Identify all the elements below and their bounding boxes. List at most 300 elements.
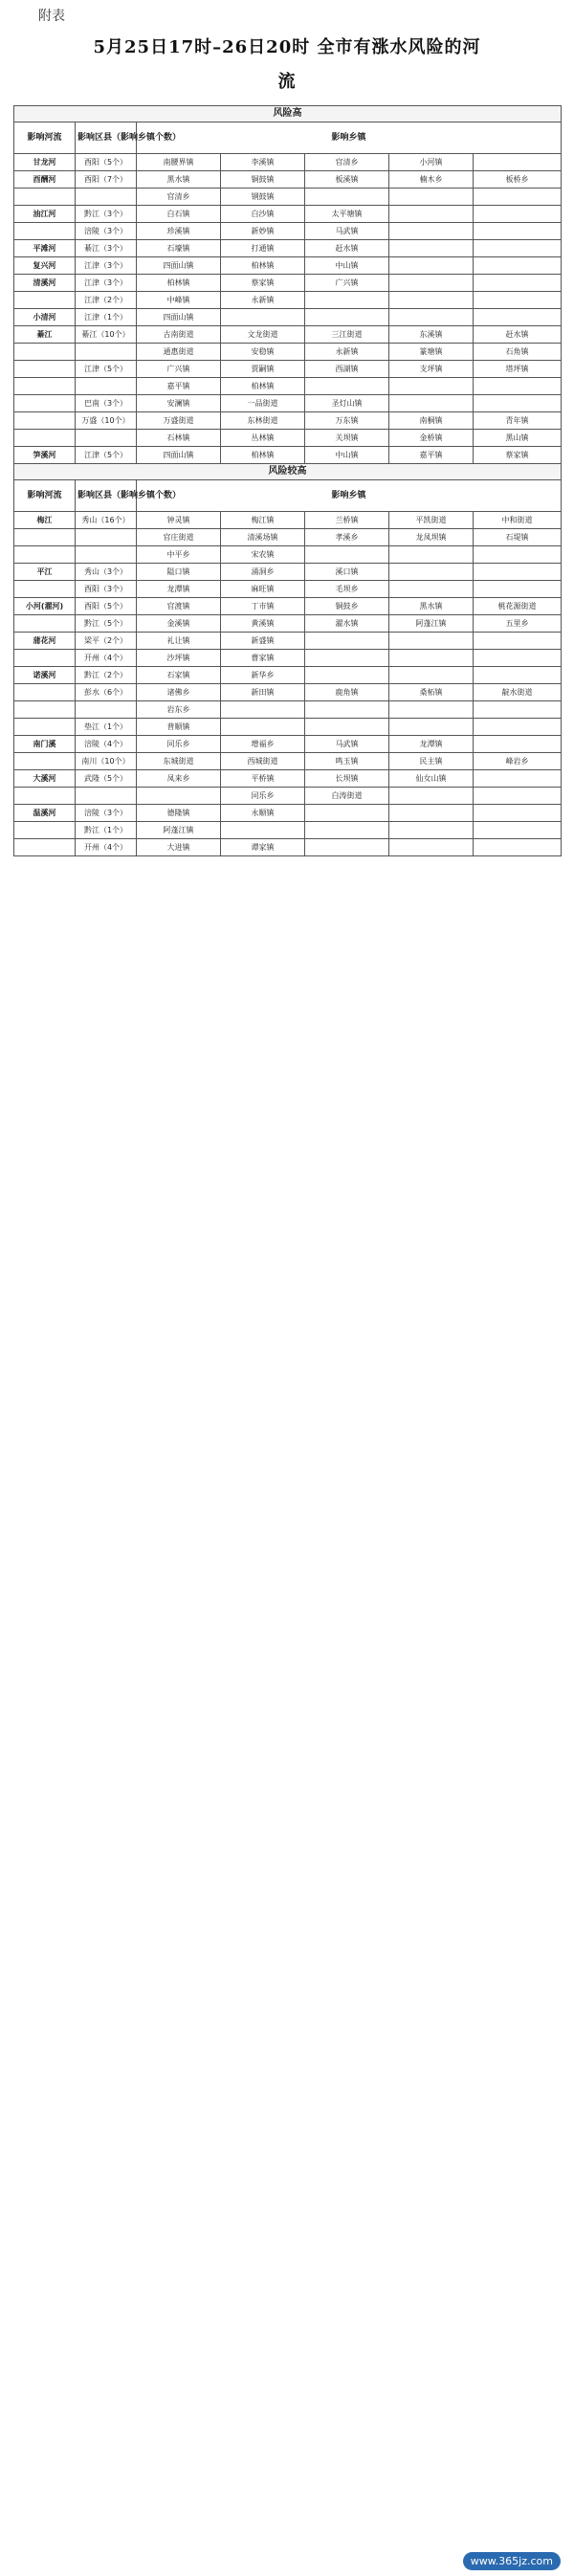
town-cell: 三江街道 [305,326,389,344]
town-cell [389,667,474,684]
town-cell [389,292,474,309]
town-cell [305,189,389,206]
county-cell [76,701,137,719]
town-cell: 金溪镇 [137,615,221,633]
county-cell: 黔江（1个） [76,822,137,839]
town-cell [474,223,562,240]
town-cell: 丛林镇 [221,430,305,447]
town-cell: 通惠街道 [137,344,221,361]
town-cell: 铜鼓乡 [305,598,389,615]
county-cell: 巴南（3个） [76,395,137,412]
town-cell [389,564,474,581]
town-cell [389,805,474,822]
county-cell [76,430,137,447]
town-cell: 黑水镇 [389,598,474,615]
town-cell [305,701,389,719]
table-row [14,412,562,430]
town-cell [474,395,562,412]
town-cell: 濯水镇 [305,615,389,633]
county-cell: 秀山（16个） [76,512,137,529]
town-cell: 新妙镇 [221,223,305,240]
town-cell: 新盛镇 [221,633,305,650]
town-cell [389,633,474,650]
town-cell [389,257,474,275]
town-cell: 涌洞乡 [221,564,305,581]
town-cell: 隘口镇 [137,564,221,581]
town-cell: 阿蓬江镇 [389,615,474,633]
river-cell [14,546,76,564]
table-row [14,753,562,770]
table-row [14,189,562,206]
town-cell [305,633,389,650]
town-cell [221,309,305,326]
county-cell: 涪陵（3个） [76,223,137,240]
town-cell: 蔡家镇 [474,447,562,464]
town-cell: 同乐乡 [221,788,305,805]
town-cell: 丁市镇 [221,598,305,615]
town-cell: 白石镇 [137,206,221,223]
town-cell: 靛水街道 [474,684,562,701]
town-cell: 新华乡 [221,667,305,684]
town-cell: 石角镇 [474,344,562,361]
town-cell [389,822,474,839]
river-cell [14,292,76,309]
town-cell: 峰岩乡 [474,753,562,770]
town-cell: 黑山镇 [474,430,562,447]
river-cell: 酉酬河 [14,171,76,189]
town-cell: 柏林镇 [221,378,305,395]
town-cell: 同乐乡 [137,736,221,753]
county-cell: 綦江（3个） [76,240,137,257]
town-cell: 黑水镇 [137,171,221,189]
town-cell: 石林镇 [137,430,221,447]
town-cell [474,189,562,206]
town-cell: 马武镇 [305,223,389,240]
county-cell: 江津（3个） [76,275,137,292]
town-cell: 石堤镇 [474,529,562,546]
town-cell: 岩东乡 [137,701,221,719]
town-cell: 万盛街道 [137,412,221,430]
town-cell: 一品街道 [221,395,305,412]
town-cell: 普顺镇 [137,719,221,736]
town-cell: 塔坪镇 [474,361,562,378]
table-row [14,171,562,189]
county-cell [76,529,137,546]
table-row [14,275,562,292]
town-cell: 文龙街道 [221,326,305,344]
town-cell: 柏林镇 [221,257,305,275]
river-cell [14,344,76,361]
town-cell: 贾嗣镇 [221,361,305,378]
town-cell: 青年镇 [474,412,562,430]
town-cell: 南腰界镇 [137,154,221,171]
town-cell: 宋农镇 [221,546,305,564]
table-row [14,581,562,598]
town-cell: 新田镇 [221,684,305,701]
county-cell: 江津（5个） [76,361,137,378]
title-line-1: 5月25日17时–26日20时 全市有涨水风险的河 [93,37,481,57]
town-cell: 支坪镇 [389,361,474,378]
river-cell: 甘龙河 [14,154,76,171]
town-cell [474,650,562,667]
town-cell: 西湖镇 [305,361,389,378]
town-cell [305,378,389,395]
town-cell [305,292,389,309]
town-cell: 黄溪镇 [221,615,305,633]
town-cell [305,805,389,822]
town-cell: 溪口镇 [305,564,389,581]
river-cell [14,223,76,240]
town-cell [474,309,562,326]
town-cell: 毛坝乡 [305,581,389,598]
town-cell: 四面山镇 [137,447,221,464]
river-cell: 梅江 [14,512,76,529]
town-cell: 龙潭镇 [137,581,221,598]
town-cell: 龙凤坝镇 [389,529,474,546]
river-cell [14,719,76,736]
town-cell: 东城街道 [137,753,221,770]
town-cell: 白沙镇 [221,206,305,223]
town-cell: 东林街道 [221,412,305,430]
county-cell: 万盛（10个） [76,412,137,430]
town-cell: 西城街道 [221,753,305,770]
table-row [14,805,562,822]
town-cell: 蔡家镇 [221,275,305,292]
river-cell [14,529,76,546]
table-row [14,719,562,736]
county-cell: 黔江（3个） [76,206,137,223]
town-cell: 永新镇 [221,292,305,309]
town-cell: 平凯街道 [389,512,474,529]
town-cell [389,206,474,223]
town-cell: 曹家镇 [221,650,305,667]
page-title [29,31,545,100]
town-cell [221,719,305,736]
river-cell [14,361,76,378]
town-cell: 石家镇 [137,667,221,684]
town-cell: 官清乡 [305,154,389,171]
table-row [14,650,562,667]
county-cell: 綦江（10个） [76,326,137,344]
town-cell: 兰桥镇 [305,512,389,529]
town-cell: 沙坪镇 [137,650,221,667]
town-cell [389,839,474,856]
section-title: 风险较高 [14,464,562,480]
river-cell [14,581,76,598]
county-cell: 开州（4个） [76,839,137,856]
section-header-row [14,464,562,480]
river-cell [14,650,76,667]
town-cell: 钢鼓镇 [221,189,305,206]
town-cell [389,189,474,206]
town-cell [137,788,221,805]
river-cell [14,684,76,701]
county-cell: 酉阳（7个） [76,171,137,189]
county-cell: 江津（1个） [76,309,137,326]
town-cell: 金桥镇 [389,430,474,447]
column-header-row [14,480,562,512]
town-cell: 楠木乡 [389,171,474,189]
title-line-2: 流 [277,72,297,92]
town-cell: 太平塘镇 [305,206,389,223]
town-cell [474,822,562,839]
table-row [14,206,562,223]
town-cell: 嘉平镇 [389,447,474,464]
county-cell: 酉阳（3个） [76,581,137,598]
county-cell [76,546,137,564]
town-cell [305,546,389,564]
watermark: www.365jz.com [463,2552,561,2570]
table-row [14,529,562,546]
table-row [14,257,562,275]
river-cell: 温溪河 [14,805,76,822]
town-cell [389,719,474,736]
town-cell [305,839,389,856]
county-cell [76,378,137,395]
town-cell [474,667,562,684]
town-cell: 安澜镇 [137,395,221,412]
town-cell: 鸣玉镇 [305,753,389,770]
town-cell: 中和街道 [474,512,562,529]
town-cell: 白涛街道 [305,788,389,805]
town-cell: 诸佛乡 [137,684,221,701]
header-towns: 影响乡镇 [137,122,562,154]
county-cell: 黔江（2个） [76,667,137,684]
river-cell: 蒲花河 [14,633,76,650]
town-cell [389,240,474,257]
town-cell: 五里乡 [474,615,562,633]
table-row [14,292,562,309]
table-row [14,770,562,788]
town-cell: 官庄街道 [137,529,221,546]
town-cell: 孝溪乡 [305,529,389,546]
town-cell: 永新镇 [305,344,389,361]
river-cell [14,395,76,412]
town-cell [389,223,474,240]
river-cell [14,615,76,633]
county-cell: 垫江（1个） [76,719,137,736]
column-header-row [14,122,562,154]
town-cell [474,770,562,788]
table-row [14,701,562,719]
town-cell: 东溪镇 [389,326,474,344]
table-row [14,684,562,701]
header-county: 影响区县（影响乡镇个数） [76,122,137,154]
town-cell: 中峰镇 [137,292,221,309]
table-row [14,667,562,684]
river-cell [14,701,76,719]
town-cell [221,701,305,719]
river-cell [14,822,76,839]
town-cell: 四面山镇 [137,309,221,326]
town-cell [389,546,474,564]
town-cell [474,154,562,171]
town-cell: 铜鼓镇 [221,171,305,189]
table-row [14,598,562,615]
town-cell: 珍溪镇 [137,223,221,240]
town-cell [474,839,562,856]
town-cell [305,822,389,839]
county-cell: 涪陵（3个） [76,805,137,822]
county-cell: 黔江（5个） [76,615,137,633]
river-cell: 小河(濯河) [14,598,76,615]
town-cell [474,378,562,395]
river-cell [14,412,76,430]
town-cell: 仙女山镇 [389,770,474,788]
table-row [14,395,562,412]
town-cell: 大进镇 [137,839,221,856]
town-cell: 四面山镇 [137,257,221,275]
county-cell [76,788,137,805]
river-cell: 诺溪河 [14,667,76,684]
table-row [14,788,562,805]
header-river: 影响河流 [14,122,76,154]
table-row [14,839,562,856]
town-cell [474,275,562,292]
section-header-row [14,106,562,122]
town-cell: 中山镇 [305,257,389,275]
header-river: 影响河流 [14,480,76,512]
town-cell: 古南街道 [137,326,221,344]
river-cell: 南门溪 [14,736,76,753]
town-cell: 麻旺镇 [221,581,305,598]
town-cell: 清溪场镇 [221,529,305,546]
town-cell [474,736,562,753]
town-cell: 赶水镇 [305,240,389,257]
town-cell: 长坝镇 [305,770,389,788]
town-cell: 广兴镇 [137,361,221,378]
town-cell: 李溪镇 [221,154,305,171]
town-cell: 中山镇 [305,447,389,464]
table-row [14,240,562,257]
town-cell [305,719,389,736]
town-cell: 嘉平镇 [137,378,221,395]
table-row [14,430,562,447]
river-cell [14,378,76,395]
table-row [14,361,562,378]
county-cell: 酉阳（5个） [76,598,137,615]
town-cell: 钟灵镇 [137,512,221,529]
county-cell: 武隆（5个） [76,770,137,788]
river-cell: 清溪河 [14,275,76,292]
town-cell [389,581,474,598]
county-cell: 江津（3个） [76,257,137,275]
town-cell [305,667,389,684]
town-cell: 广兴镇 [305,275,389,292]
town-cell: 圣灯山镇 [305,395,389,412]
town-cell [305,309,389,326]
town-cell: 柏林镇 [137,275,221,292]
town-cell: 阿蓬江镇 [137,822,221,839]
town-cell: 桃花源街道 [474,598,562,615]
town-cell: 中平乡 [137,546,221,564]
town-cell [389,650,474,667]
town-cell [474,546,562,564]
table-row [14,615,562,633]
town-cell: 安稳镇 [221,344,305,361]
header-towns: 影响乡镇 [137,480,562,512]
town-cell: 柏林镇 [221,447,305,464]
town-cell [474,788,562,805]
table-row [14,564,562,581]
table-row [14,223,562,240]
table-row [14,326,562,344]
county-cell: 涪陵（4个） [76,736,137,753]
river-cell [14,753,76,770]
table-row [14,822,562,839]
appendix-label: 附表 [38,9,65,24]
town-cell: 关坝镇 [305,430,389,447]
town-cell [221,822,305,839]
town-cell: 板桥乡 [474,171,562,189]
table-row [14,633,562,650]
town-cell [389,701,474,719]
county-cell: 江津（2个） [76,292,137,309]
town-cell [474,292,562,309]
town-cell: 谭家镇 [221,839,305,856]
county-cell: 开州（4个） [76,650,137,667]
river-cell: 复兴河 [14,257,76,275]
town-cell [474,805,562,822]
town-cell [474,701,562,719]
town-cell: 马武镇 [305,736,389,753]
table-row [14,344,562,361]
town-cell [474,633,562,650]
town-cell [389,378,474,395]
town-cell: 石壕镇 [137,240,221,257]
town-cell: 凤来乡 [137,770,221,788]
section-title: 风险高 [14,106,562,122]
town-cell: 官清乡 [137,189,221,206]
river-cell: 平江 [14,564,76,581]
town-cell: 万东镇 [305,412,389,430]
table-row [14,309,562,326]
table-row [14,736,562,753]
town-cell: 龙潭镇 [389,736,474,753]
town-cell: 板溪镇 [305,171,389,189]
table-row [14,546,562,564]
river-cell: 笋溪河 [14,447,76,464]
town-cell [389,275,474,292]
town-cell: 梅江镇 [221,512,305,529]
town-cell: 小河镇 [389,154,474,171]
county-cell [76,189,137,206]
county-cell: 南川（10个） [76,753,137,770]
town-cell [389,395,474,412]
town-cell: 德隆镇 [137,805,221,822]
table-row [14,447,562,464]
town-cell: 增福乡 [221,736,305,753]
town-cell [305,650,389,667]
county-cell: 秀山（3个） [76,564,137,581]
river-cell: 綦江 [14,326,76,344]
town-cell [474,240,562,257]
town-cell: 赶水镇 [474,326,562,344]
river-cell [14,189,76,206]
town-cell: 南桐镇 [389,412,474,430]
town-cell [474,206,562,223]
risk-table [13,105,562,856]
county-cell: 江津（5个） [76,447,137,464]
town-cell: 打通镇 [221,240,305,257]
river-cell: 油江河 [14,206,76,223]
table-row [14,378,562,395]
town-cell: 鹿角镇 [305,684,389,701]
town-cell [474,581,562,598]
town-cell: 永顺镇 [221,805,305,822]
town-cell [474,719,562,736]
river-cell [14,430,76,447]
